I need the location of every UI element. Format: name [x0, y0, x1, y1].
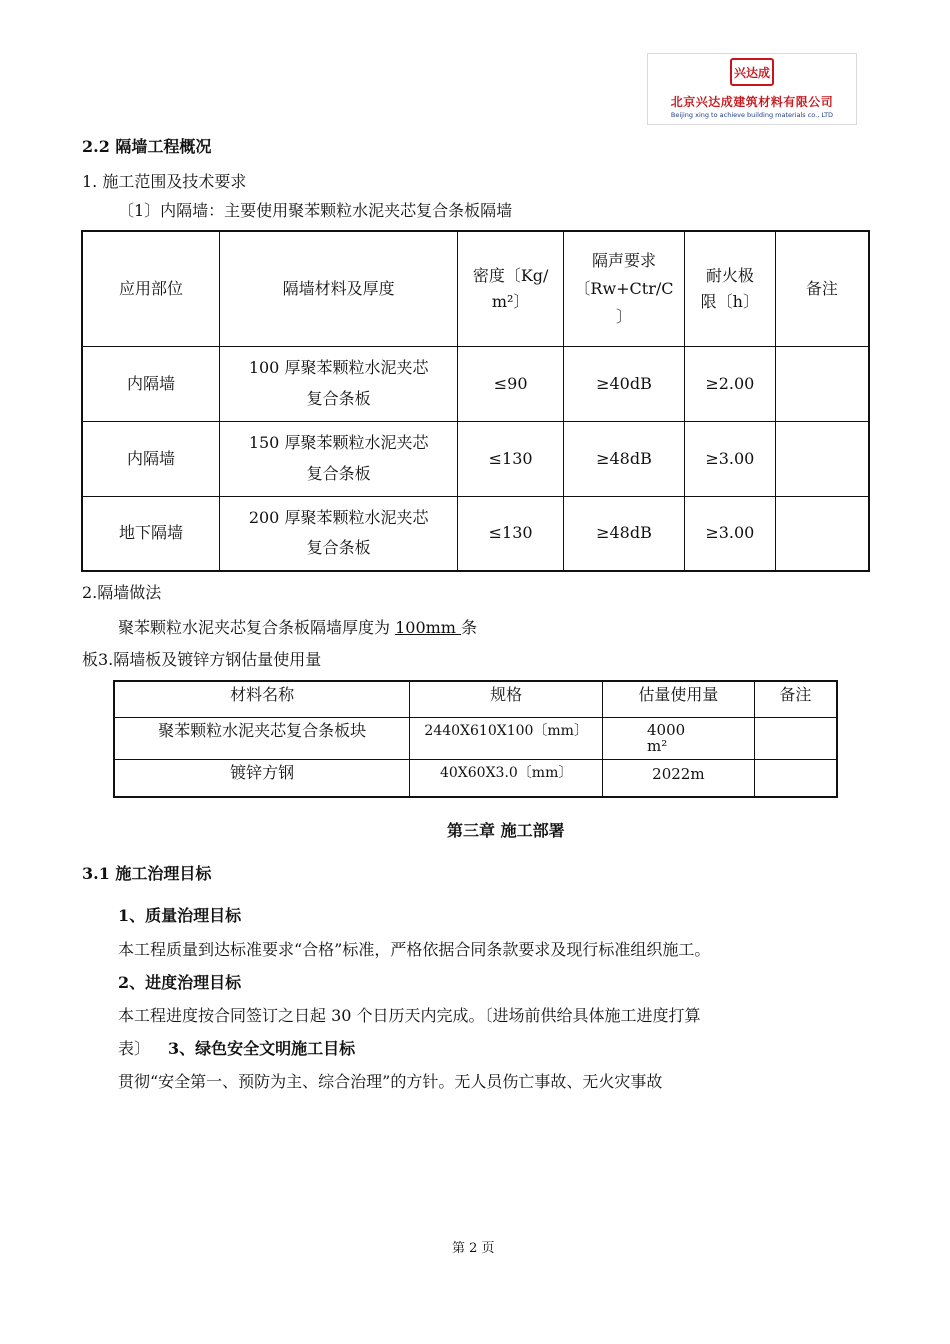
table-row [82, 421, 869, 496]
cell-material-line1: 200 厚聚苯颗粒水泥夹芯 [248, 507, 429, 527]
cell-density: ≤130 [458, 496, 564, 571]
item-3-title: 板3.隔墙板及镀锌方钢估量使用量 [82, 650, 322, 669]
item-2-text-post: 条 [461, 618, 478, 637]
cell-qty-line2: m² [647, 737, 668, 755]
goal-2-title: 2、进度治理目标 [118, 973, 242, 992]
header-density-line2: m²〕 [491, 291, 530, 311]
cell-qty: 2022m [603, 759, 755, 797]
header-name: 材料名称 [114, 681, 410, 717]
cell-fire: ≥2.00 [684, 346, 775, 421]
partition-spec-table [81, 230, 870, 572]
chapter-3-title: 第三章 施工部署 [447, 821, 565, 840]
cell-sound: ≥48dB [564, 421, 685, 496]
cell-remark [775, 346, 869, 421]
item-1-title: 1. 施工范围及技术要求 [82, 172, 247, 191]
cell-material-line2: 复合条板 [306, 463, 371, 483]
item-2-text-pre: 聚苯颗粒水泥夹芯复合条板隔墙厚度为 [118, 618, 396, 637]
goal-2-tail-line [118, 1036, 355, 1059]
table-header-row [82, 231, 869, 346]
header-fire [684, 231, 775, 346]
cell-location: 内隔墙 [82, 346, 220, 421]
cell-material-line2: 复合条板 [306, 538, 371, 558]
item-2-thickness: 100mm [395, 618, 462, 637]
material-quantity-table [113, 680, 838, 798]
table-row [82, 346, 869, 421]
section-3-1-title: 3.1 施工治理目标 [82, 864, 212, 883]
cell-name: 聚苯颗粒水泥夹芯复合条板块 [114, 717, 410, 759]
cell-material [220, 421, 458, 496]
header-location: 应用部位 [82, 231, 220, 346]
cell-remark [754, 759, 837, 797]
header-density-line1: 密度〔Kg/ [472, 266, 549, 286]
cell-name: 镀锌方钢 [114, 759, 410, 797]
cell-material-line1: 100 厚聚苯颗粒水泥夹芯 [248, 358, 429, 378]
header-density [458, 231, 564, 346]
cell-sound: ≥40dB [564, 346, 685, 421]
cell-remark [775, 496, 869, 571]
goal-1-text: 本工程质量到达标准要求“合格”标准，严格依据合同条款要求及现行标准组织施工。 [118, 940, 711, 959]
header-fire-line2: 限〔h〕 [700, 291, 759, 311]
item-2-text [118, 615, 477, 638]
header-qty: 估量使用量 [603, 681, 755, 717]
goal-2-text: 本工程进度按合同签订之日起 30 个日历天内完成。〔进场前供给具体施工进度打算 [118, 1006, 701, 1025]
header-material: 隔墙材料及厚度 [220, 231, 458, 346]
cell-remark [775, 421, 869, 496]
company-logo [647, 53, 857, 125]
logo-company-en: Beijing xing to achieve building materials co., LTD [670, 111, 834, 119]
cell-material [220, 346, 458, 421]
cell-sound: ≥48dB [564, 496, 685, 571]
cell-density: ≤130 [458, 421, 564, 496]
cell-qty [603, 717, 755, 759]
cell-fire: ≥3.00 [684, 421, 775, 496]
cell-remark [754, 717, 837, 759]
section-2-2-title: 2.2 隔墙工程概况 [82, 137, 212, 156]
cell-material-line2: 复合条板 [306, 388, 371, 408]
header-sound-line3: 〕 [615, 306, 632, 326]
cell-density: ≤90 [458, 346, 564, 421]
table-row [82, 496, 869, 571]
item-2-title: 2.隔墙做法 [82, 583, 162, 602]
cell-fire: ≥3.00 [684, 496, 775, 571]
header-sound-line2: 〔Rw+Ctr/C [574, 278, 674, 298]
cell-material [220, 496, 458, 571]
cell-qty-line1: 4000 [647, 720, 686, 739]
cell-location: 内隔墙 [82, 421, 220, 496]
cell-spec: 40X60X3.0〔mm〕 [410, 759, 603, 797]
page-number: 第 2 页 [452, 1241, 495, 1256]
table-row [114, 759, 837, 797]
goal-3-title: 3、绿色安全文明施工目标 [168, 1039, 356, 1058]
cell-material-line1: 150 厚聚苯颗粒水泥夹芯 [248, 433, 429, 453]
logo-mark-text: 兴达成 [733, 66, 770, 80]
header-remark: 备注 [754, 681, 837, 717]
header-fire-line1: 耐火极 [705, 266, 754, 286]
header-sound-line1: 隔声要求 [591, 250, 656, 270]
goal-2-text-tail: 表〕 [118, 1039, 151, 1058]
table-row [114, 717, 837, 759]
goal-1-title: 1、质量治理目标 [118, 906, 242, 925]
item-1-sub: 〔1〕内隔墙：主要使用聚苯颗粒水泥夹芯复合条板隔墙 [118, 201, 513, 220]
logo-company-cn: 北京兴达成建筑材料有限公司 [670, 95, 834, 109]
header-remark: 备注 [775, 231, 869, 346]
header-spec: 规格 [410, 681, 603, 717]
header-sound [564, 231, 685, 346]
cell-location: 地下隔墙 [82, 496, 220, 571]
goal-3-text: 贯彻“安全第一、预防为主、综合治理”的方针。无人员伤亡事故、无火灾事故 [118, 1072, 663, 1091]
table-header-row [114, 681, 837, 717]
cell-spec: 2440X610X100〔mm〕 [410, 717, 603, 759]
logo-mark [730, 58, 774, 86]
